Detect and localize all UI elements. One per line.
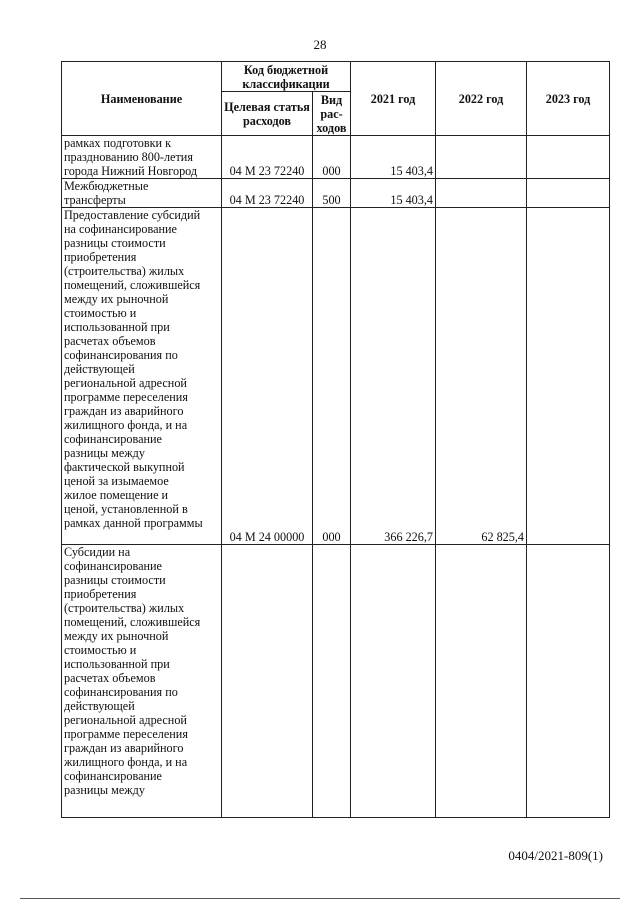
row-2023 [527, 136, 610, 179]
table-row [62, 136, 610, 179]
row-target [222, 545, 313, 818]
row-2022 [436, 545, 527, 818]
budget-table [61, 61, 610, 818]
header-target-article: Целевая статья расходов [222, 92, 313, 136]
table-row [62, 208, 610, 545]
row-name: Субсидии на софинансирование разницы стоимости приобретения (строительства) жилых помещений, сложившейся между их рыночной стоимостью и использованной при расчетах объемов софинансирования по действующей региональной адресной программе переселения граждан из аварийного жилищного фонда, и на софинансирование разницы между [62, 545, 222, 818]
row-2021 [351, 545, 436, 818]
row-2021: 366 226,7 [351, 208, 436, 545]
row-name: Межбюджетные трансферты [62, 179, 222, 208]
table-row [62, 179, 610, 208]
row-2023 [527, 208, 610, 545]
header-2023: 2023 год [527, 62, 610, 136]
row-name: Предоставление субсидий на софинансирование разницы стоимости приобретения (строительства) жилых помещений, сложившейся между их рыночной стоимостью и использованной при расчетах объемов софинансирования по действующей региональной адресной программе переселения граждан из аварийного жилищного фонда, и на софинансирование разницы между фактической выкупной ценой за изымаемое жилое помещение и ценой, установленной в рамках данной программы [62, 208, 222, 545]
row-kind [313, 545, 351, 818]
row-2022 [436, 136, 527, 179]
row-2021: 15 403,4 [351, 136, 436, 179]
row-kind: 000 [313, 136, 351, 179]
header-name: Наименование [62, 62, 222, 136]
page-number: 28 [313, 37, 327, 52]
page-bottom-rule [20, 898, 620, 899]
row-name: рамках подготовки к празднованию 800-летия города Нижний Новгород [62, 136, 222, 179]
row-kind: 000 [313, 208, 351, 545]
table-row [62, 545, 610, 818]
row-2021: 15 403,4 [351, 179, 436, 208]
header-code-group: Код бюджетной классификации [222, 62, 351, 92]
row-2023 [527, 545, 610, 818]
row-kind: 500 [313, 179, 351, 208]
row-2022: 62 825,4 [436, 208, 527, 545]
row-2022 [436, 179, 527, 208]
header-expense-kind: Вид рас-ходов [313, 92, 351, 136]
header-2021: 2021 год [351, 62, 436, 136]
row-target: 04 М 23 72240 [222, 179, 313, 208]
header-2022: 2022 год [436, 62, 527, 136]
row-2023 [527, 179, 610, 208]
row-target: 04 М 23 72240 [222, 136, 313, 179]
document-code: 0404/2021-809(1) [508, 848, 603, 863]
row-target: 04 М 24 00000 [222, 208, 313, 545]
